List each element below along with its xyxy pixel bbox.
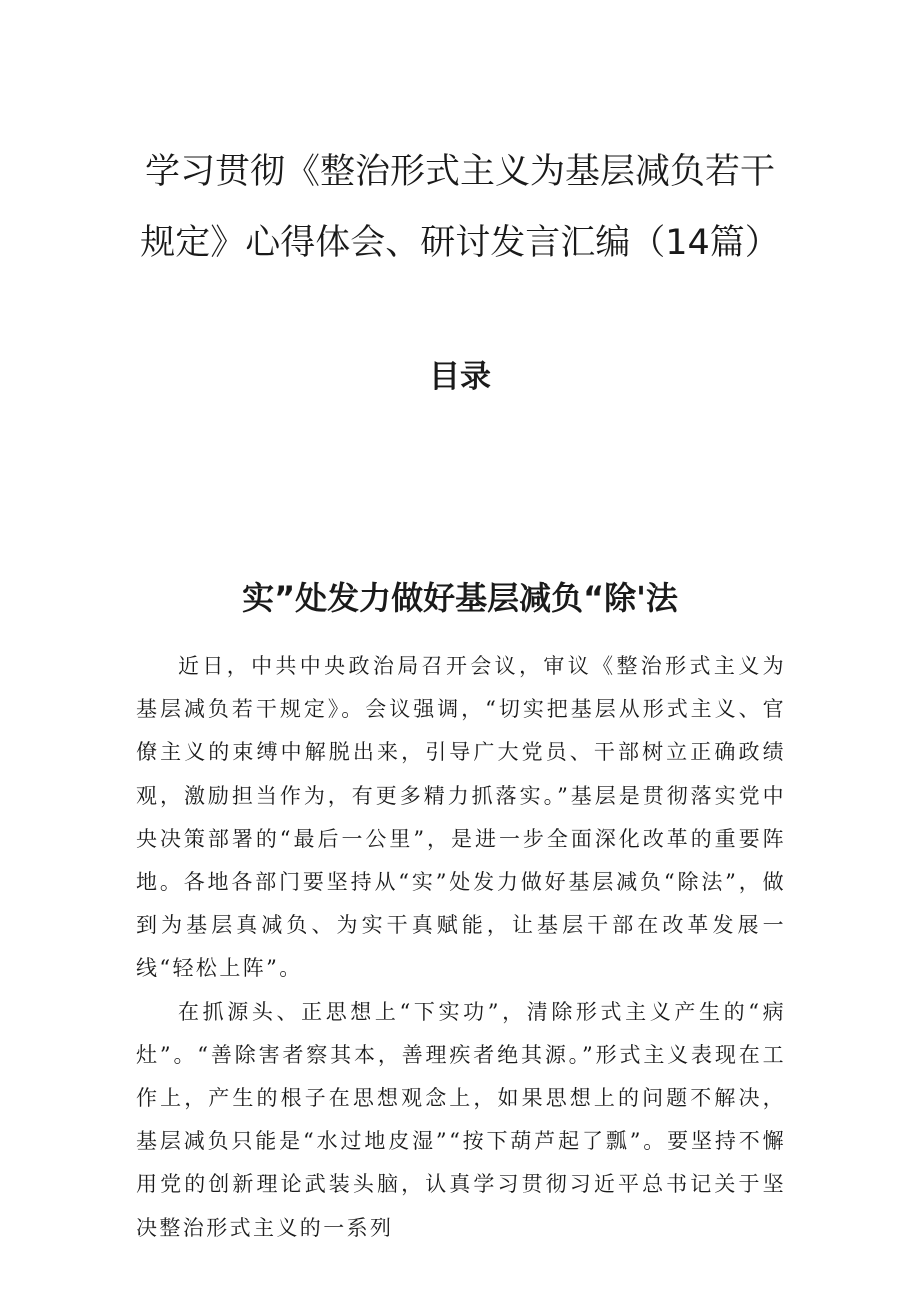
article-heading: 实”处发力做好基层减负“除'法 xyxy=(242,579,678,617)
article-body xyxy=(136,645,786,1250)
toc-heading: 目录 xyxy=(429,359,491,395)
paragraph-2: 在抓源头、正思想上“下实功”，清除形式主义产生的“病灶”。“善除害者察其本，善理疾者绝其源。”形式主义表现在工作上，产生的根子在思想观念上，如果思想上的问题不解决，基层减负只能是“水过地皮湿”“按下葫芦起了瓢”。要坚持不懈用党的创新理论武装头脑，认真学习贯彻习近平总书记关于坚决整治形式主义的一系列 xyxy=(136,999,786,1240)
document-title-line-2: 规定》心得体会、研讨发言汇编（14篇） xyxy=(140,223,780,263)
paragraph-1: 近日，中共中央政治局召开会议，审议《整治形式主义为基层减负若干规定》。会议强调，“切实把基层从形式主义、官僚主义的束缚中解脱出来，引导广大党员、干部树立正确政绩观，激励担当作为，有更多精力抓落实。”基层是贯彻落实党中央决策部署的“最后一公里”，是进一步全面深化改革的重要阵地。各地各部门要坚持从“实”处发力做好基层减负“除法”，做到为基层真减负、为实干真赋能，让基层干部在改革发展一线“轻松上阵”。 xyxy=(136,654,786,981)
document-title-line-1: 学习贯彻《整治形式主义为基层减负若干 xyxy=(144,152,775,192)
